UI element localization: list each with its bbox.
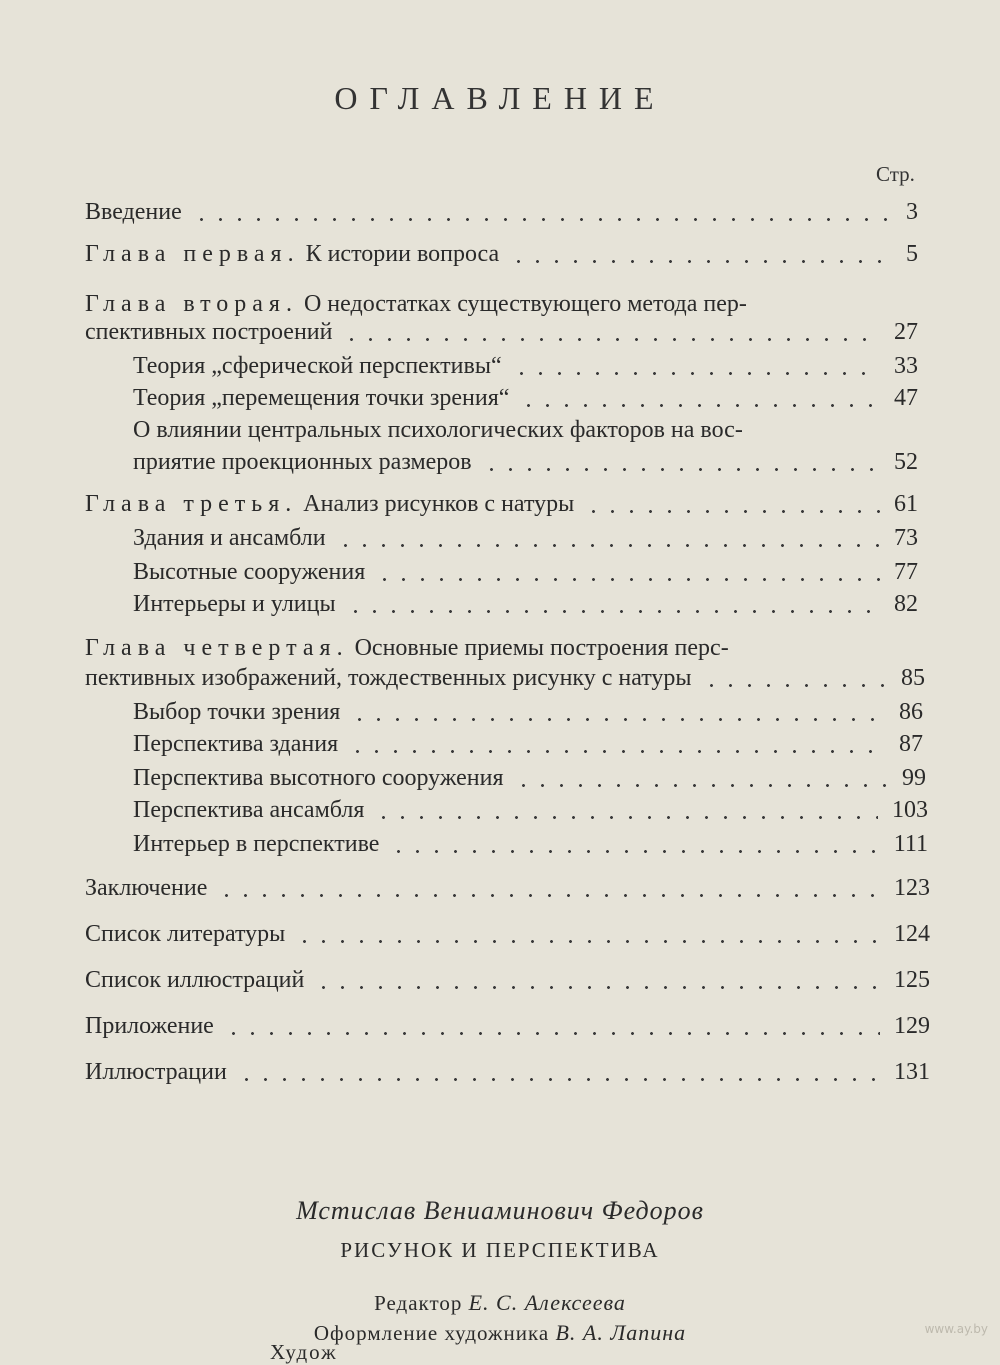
dot-leader (514, 784, 888, 787)
colophon-editor (0, 1290, 1000, 1316)
toc-entry-label: Иллюстрации (85, 1059, 227, 1085)
toc-page-number: 87 (899, 731, 923, 757)
toc-entry-chapter-4-cont (85, 662, 925, 694)
toc-entry-chapter-3 (85, 488, 918, 520)
chapter-prefix: Глава первая. (85, 241, 300, 267)
toc-entry-bibliography (85, 918, 930, 950)
toc-entry-spherical-perspective (133, 350, 918, 382)
dot-leader (237, 1078, 880, 1081)
toc-page-number: 125 (894, 967, 930, 993)
toc-entry-label: Заключение (85, 875, 208, 901)
dot-leader (192, 218, 892, 221)
toc-page-number: 129 (894, 1013, 930, 1039)
toc-entry-label: Здания и ансамбли (133, 525, 326, 551)
toc-entry-label: спективных построений (85, 319, 333, 345)
toc-page-number: 77 (894, 559, 918, 585)
dot-leader (295, 940, 880, 943)
toc-page-number: 3 (906, 199, 918, 225)
toc-entry-introduction (85, 196, 918, 228)
toc-entry-ensemble-perspective (133, 794, 928, 826)
editor-role: Редактор (374, 1291, 463, 1315)
colophon-design (0, 1320, 1000, 1346)
toc-entry-conclusion (85, 872, 930, 904)
toc-entry-interior-perspective (133, 828, 928, 860)
toc-entry-label: Анализ рисунков с натуры (303, 491, 575, 517)
toc-entry-label: Список иллюстраций (85, 967, 305, 993)
watermark: www.ay.by (924, 1322, 988, 1336)
dot-leader (348, 750, 885, 753)
chapter-prefix: Глава третья. (85, 491, 298, 517)
toc-entry-label: О недостатках существующего метода пер- (303, 291, 747, 317)
dot-leader (346, 610, 880, 613)
toc-entry-appendix (85, 1010, 930, 1042)
toc-page-number: 33 (894, 353, 918, 379)
toc-entry-buildings (133, 522, 918, 554)
page-column-label: Стр. (876, 162, 915, 186)
toc-entry-psychological-factors-cont (133, 446, 918, 478)
toc-entry-label: О влиянии центральных психологических факторов на вос- (133, 417, 743, 443)
toc-entry-label: Приложение (85, 1013, 214, 1039)
dot-leader (389, 850, 879, 853)
toc-page-number: 99 (902, 765, 926, 791)
toc-entry-label: Интерьеры и улицы (133, 591, 336, 617)
toc-entry-high-rise (133, 556, 918, 588)
dot-leader (512, 372, 880, 375)
toc-entry-psychological-factors (133, 414, 918, 446)
toc-page-number: 131 (894, 1059, 930, 1085)
design-role: Оформление художника (313, 1321, 550, 1345)
toc-page-number: 27 (894, 319, 918, 345)
toc-entry-viewpoint-shift (133, 382, 918, 414)
dot-leader (314, 986, 880, 989)
toc-entry-building-perspective (133, 728, 923, 760)
toc-entry-label: Введение (85, 199, 182, 225)
toc-entry-illustration-list (85, 964, 930, 996)
toc-page-number: 124 (894, 921, 930, 947)
toc-entry-chapter-1 (85, 238, 918, 270)
toc-page-number: 85 (901, 665, 925, 691)
toc-entry-label: Основные приемы построения перс- (354, 635, 729, 661)
dot-leader (342, 338, 880, 341)
toc-page-number: 103 (892, 797, 928, 823)
toc-entry-chapter-2-cont (85, 316, 918, 348)
toc-page-number: 111 (893, 831, 928, 857)
toc-page-number: 82 (894, 591, 918, 617)
editor-name: Е. С. Алексеева (468, 1290, 626, 1315)
toc-entry-label: пективных изображений, тождественных рисунку с натуры (85, 665, 692, 691)
toc-entry-chapter-4 (85, 632, 918, 664)
toc-entry-label: приятие проекционных размеров (133, 449, 472, 475)
toc-entry-high-rise-perspective (133, 762, 926, 794)
toc-entry-label: К истории вопроса (305, 241, 500, 267)
dot-leader (336, 544, 880, 547)
toc-entry-label: Перспектива здания (133, 731, 339, 757)
dot-leader (584, 510, 880, 513)
toc-page-number: 61 (894, 491, 918, 517)
chapter-prefix: Глава вторая. (85, 291, 298, 317)
toc-entry-viewpoint-choice (133, 696, 923, 728)
toc-entry-label: Теория „перемещения точки зрения“ (133, 385, 510, 411)
colophon-cut-line: Худож (270, 1340, 338, 1364)
toc-entry-label: Список литературы (85, 921, 286, 947)
toc-entry-label: Интерьер в перспективе (133, 831, 380, 857)
chapter-prefix: Глава четвертая. (85, 635, 349, 661)
colophon-author: Мстислав Вениаминович Федоров (296, 1196, 704, 1225)
dot-leader (375, 578, 880, 581)
dot-leader (702, 684, 887, 687)
colophon-book-title: РИСУНОК И ПЕРСПЕКТИВА (340, 1238, 660, 1262)
page-title: ОГЛАВЛЕНИЕ (334, 80, 666, 116)
design-name: В. А. Лапина (555, 1320, 687, 1345)
dot-leader (374, 816, 878, 819)
toc-page-number: 52 (894, 449, 918, 475)
dot-leader (217, 894, 880, 897)
toc-page-number: 73 (894, 525, 918, 551)
toc-entry-label: Перспектива ансамбля (133, 797, 365, 823)
dot-leader (350, 718, 885, 721)
toc-page-number: 86 (899, 699, 923, 725)
dot-leader (519, 404, 880, 407)
dot-leader (482, 468, 880, 471)
toc-entry-label: Теория „сферической перспективы“ (133, 353, 502, 379)
dot-leader (224, 1032, 880, 1035)
toc-entry-label: Перспектива высотного сооружения (133, 765, 504, 791)
toc-entry-illustrations (85, 1056, 930, 1088)
toc-entry-label: Высотные сооружения (133, 559, 366, 585)
toc-page-number: 5 (906, 241, 918, 267)
toc-page-number: 47 (894, 385, 918, 411)
toc-entry-label: Выбор точки зрения (133, 699, 341, 725)
dot-leader (509, 260, 892, 263)
toc-page-number: 123 (894, 875, 930, 901)
toc-entry-interiors-streets (133, 588, 918, 620)
